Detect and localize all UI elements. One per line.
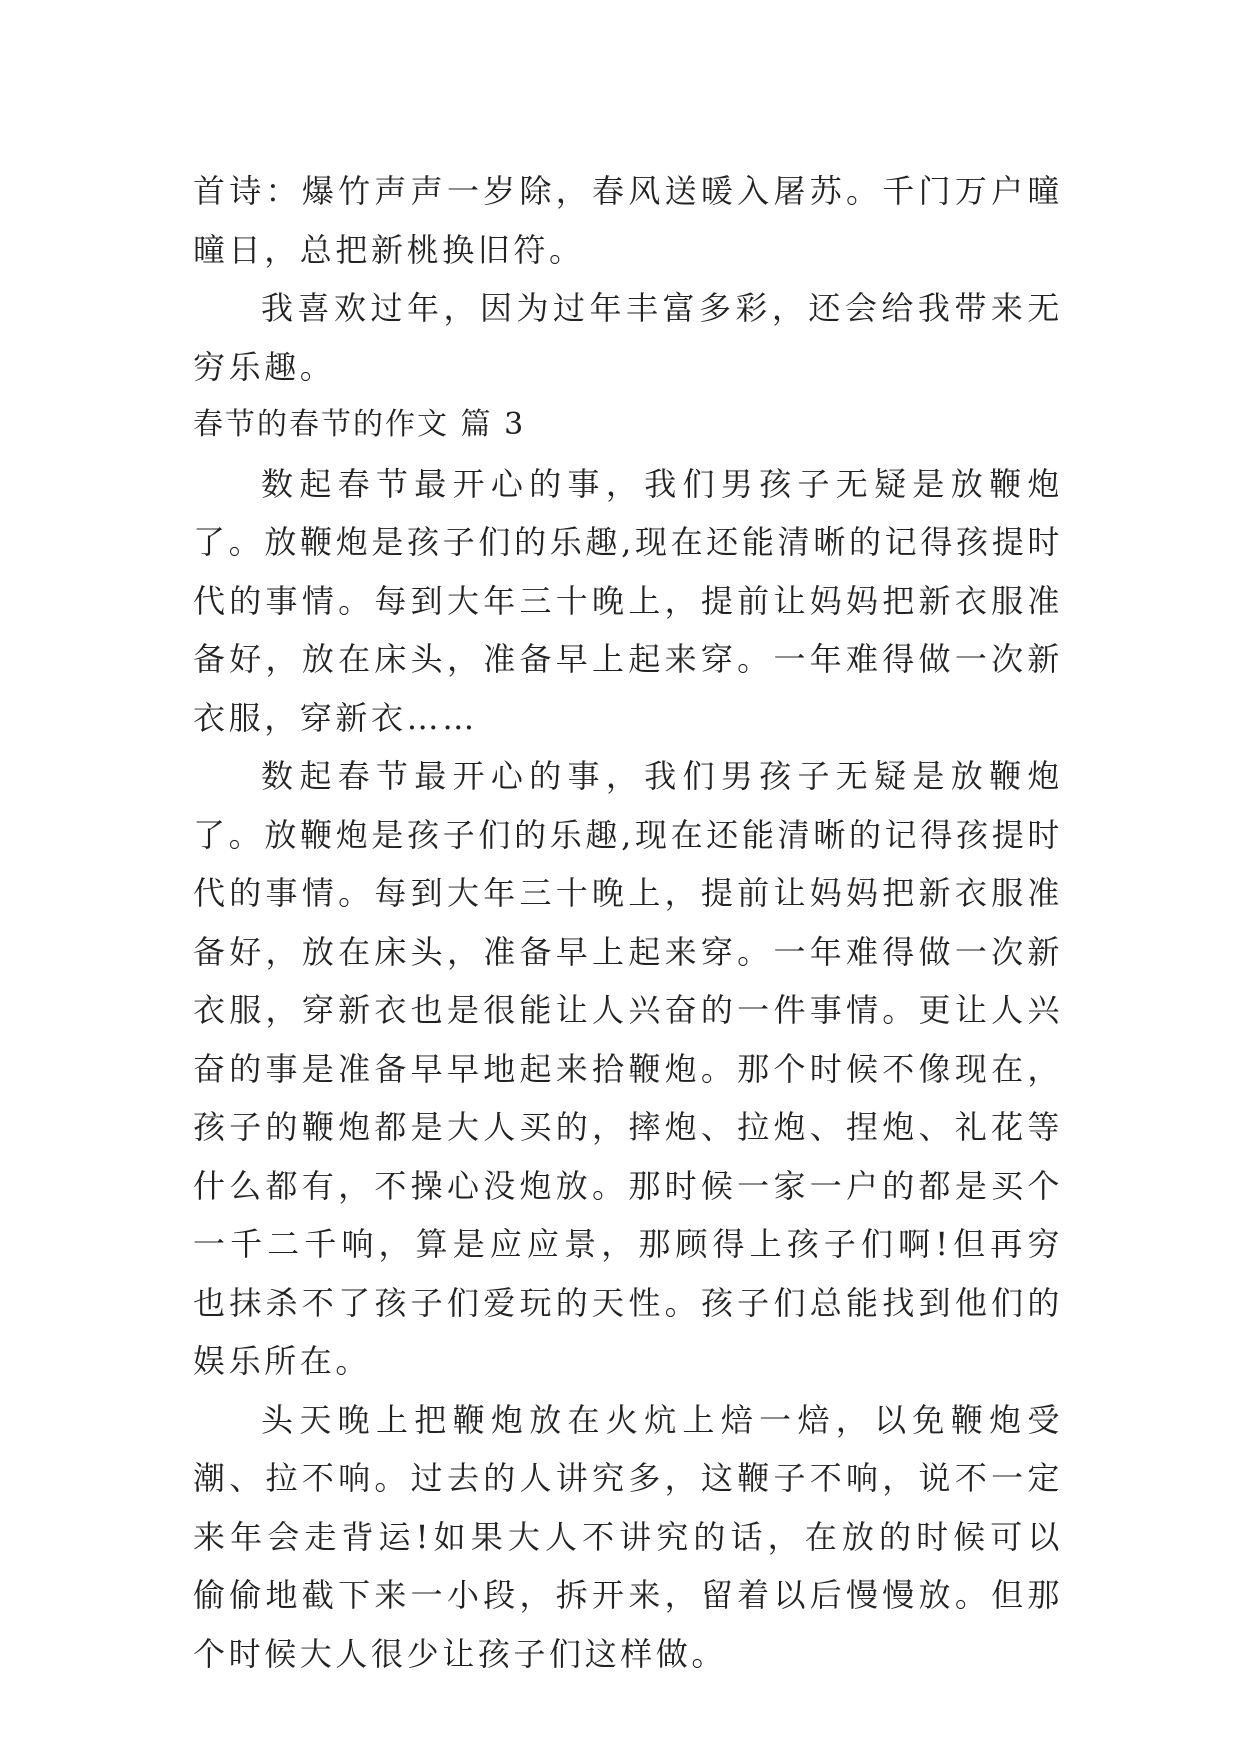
body-paragraph-night-before: 头天晚上把鞭炮放在火炕上焙一焙，以免鞭炮受潮、拉不响。过去的人讲究多，这鞭子不响，说不一定来年会走背运!如果大人不讲究的话，在放的时候可以偷偷地截下来一小段，拆开来，留着以后慢慢放。但那个时候大人很少让孩子们这样做。: [193, 1400, 1063, 1673]
poem-paragraph: 首诗：爆竹声声一岁除，春风送暖入屠苏。千门万户曈曈日，总把新桃换旧符。: [193, 172, 1063, 269]
body-paragraph-firecrackers: 数起春节最开心的事，我们男孩子无疑是放鞭炮了。放鞭炮是孩子们的乐趣,现在还能清晰的记得孩提时代的事情。每到大年三十晚上，提前让妈妈把新衣服准备好，放在床头，准备早上起来穿。一年难得做一次新衣服，穿新衣也是很能让人兴奋的一件事情。更让人兴奋的事是准备早早地起来拾鞭炮。那个时候不像现在，孩子的鞭炮都是大人买的，摔炮、拉炮、捏炮、礼花等什么都有，不操心没炮放。那时候一家一户的都是买个一千二千响，算是应应景，那顾得上孩子们啊!但再穷也抹杀不了孩子们爱玩的天性。孩子们总能找到他们的娱乐所在。: [193, 757, 1063, 1380]
document-body: [193, 162, 1063, 1683]
excerpt-paragraph: 数起春节最开心的事，我们男孩子无疑是放鞭炮了。放鞭炮是孩子们的乐趣,现在还能清晰的记得孩提时代的事情。每到大年三十晚上，提前让妈妈把新衣服准备好，放在床头，准备早上起来穿。一年难得做一次新衣服，穿新衣……: [193, 464, 1063, 737]
intro-paragraph: 我喜欢过年，因为过年丰富多彩，还会给我带来无穷乐趣。: [193, 289, 1063, 386]
section-heading: 春节的春节的作文 篇 3: [193, 407, 526, 442]
